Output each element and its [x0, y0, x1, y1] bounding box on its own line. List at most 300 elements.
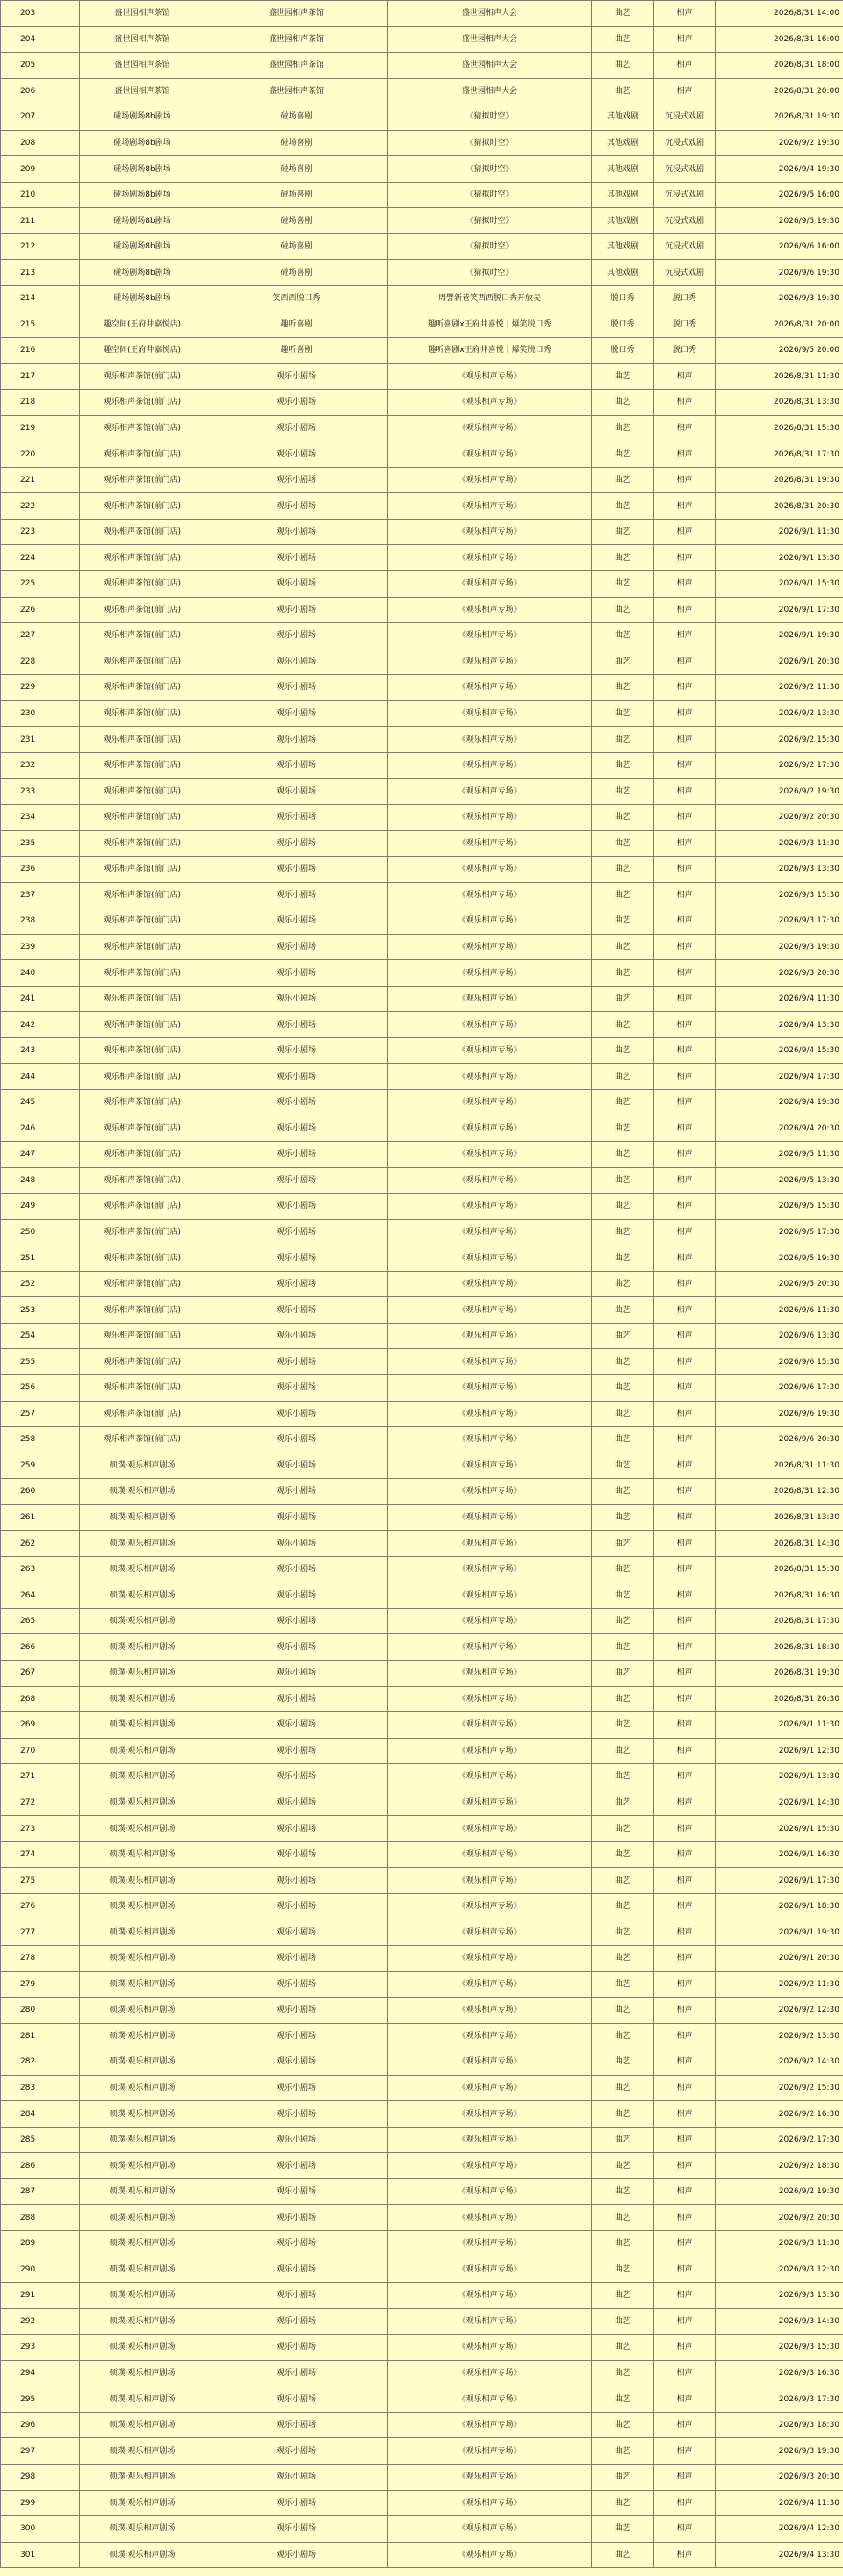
category-cell[interactable]: 曲艺	[592, 2360, 654, 2386]
category-cell[interactable]: 脱口秀	[592, 312, 654, 338]
venue-cell[interactable]: 硕璞·观乐相声剧场	[80, 1998, 205, 2024]
row-number-cell[interactable]: 234	[1, 804, 80, 830]
theater-cell[interactable]: 观乐小剧场	[205, 2049, 388, 2076]
venue-cell[interactable]: 碰场剧场8b剧场	[80, 260, 205, 286]
venue-cell[interactable]: 碰场剧场8b剧场	[80, 286, 205, 312]
venue-cell[interactable]: 硕璞·观乐相声剧场	[80, 2516, 205, 2543]
genre-cell[interactable]: 相声	[654, 857, 716, 883]
venue-cell[interactable]: 硕璞·观乐相声剧场	[80, 2412, 205, 2438]
datetime-cell[interactable]: 2026/9/3 19:30	[716, 2438, 843, 2465]
datetime-cell[interactable]: 2026/9/2 19:30	[716, 2178, 843, 2205]
show-title-cell[interactable]: 《观乐相声专场》	[388, 1453, 592, 1479]
row-number-cell[interactable]: 276	[1, 1893, 80, 1919]
category-cell[interactable]: 曲艺	[592, 493, 654, 520]
theater-cell[interactable]: 观乐小剧场	[205, 1142, 388, 1168]
venue-cell[interactable]: 盛世园相声茶馆	[80, 26, 205, 53]
category-cell[interactable]: 曲艺	[592, 1504, 654, 1531]
genre-cell[interactable]: 相声	[654, 1608, 716, 1634]
datetime-cell[interactable]: 2026/8/31 15:30	[716, 1556, 843, 1582]
datetime-cell[interactable]: 2026/8/31 18:30	[716, 1634, 843, 1661]
genre-cell[interactable]: 相声	[654, 1661, 716, 1687]
genre-cell[interactable]: 相声	[654, 1531, 716, 1557]
row-number-cell[interactable]: 271	[1, 1764, 80, 1790]
venue-cell[interactable]: 观乐相声茶馆(前门店)	[80, 597, 205, 623]
genre-cell[interactable]: 相声	[654, 1919, 716, 1946]
genre-cell[interactable]: 相声	[654, 1064, 716, 1090]
row-number-cell[interactable]: 280	[1, 1998, 80, 2024]
row-number-cell[interactable]: 205	[1, 53, 80, 79]
theater-cell[interactable]: 观乐小剧场	[205, 2178, 388, 2205]
theater-cell[interactable]: 观乐小剧场	[205, 1531, 388, 1557]
row-number-cell[interactable]: 261	[1, 1504, 80, 1531]
venue-cell[interactable]: 硕璞·观乐相声剧场	[80, 2464, 205, 2490]
genre-cell[interactable]: 相声	[654, 2490, 716, 2516]
datetime-cell[interactable]: 2026/9/2 13:30	[716, 700, 843, 727]
datetime-cell[interactable]: 2026/8/31 16:30	[716, 1582, 843, 1609]
venue-cell[interactable]: 硕璞·观乐相声剧场	[80, 1504, 205, 1531]
theater-cell[interactable]: 观乐小剧场	[205, 1297, 388, 1324]
datetime-cell[interactable]: 2026/9/2 18:30	[716, 2153, 843, 2179]
venue-cell[interactable]: 观乐相声茶馆(前门店)	[80, 675, 205, 701]
row-number-cell[interactable]: 207	[1, 104, 80, 131]
venue-cell[interactable]: 观乐相声茶馆(前门店)	[80, 934, 205, 960]
venue-cell[interactable]: 硕璞·观乐相声剧场	[80, 1816, 205, 1842]
genre-cell[interactable]: 相声	[654, 1634, 716, 1661]
genre-cell[interactable]: 相声	[654, 752, 716, 779]
show-title-cell[interactable]: 《观乐相声专场》	[388, 493, 592, 520]
venue-cell[interactable]: 观乐相声茶馆(前门店)	[80, 1064, 205, 1090]
show-title-cell[interactable]: 《观乐相声专场》	[388, 1790, 592, 1816]
show-title-cell[interactable]: 《观乐相声专场》	[388, 1946, 592, 1972]
venue-cell[interactable]: 硕璞·观乐相声剧场	[80, 1946, 205, 1972]
venue-cell[interactable]: 观乐相声茶馆(前门店)	[80, 1194, 205, 1220]
show-title-cell[interactable]: 《观乐相声专场》	[388, 1919, 592, 1946]
venue-cell[interactable]: 硕璞·观乐相声剧场	[80, 1686, 205, 1712]
genre-cell[interactable]: 相声	[654, 2542, 716, 2568]
theater-cell[interactable]: 观乐小剧场	[205, 1608, 388, 1634]
genre-cell[interactable]: 相声	[654, 675, 716, 701]
genre-cell[interactable]: 相声	[654, 2335, 716, 2361]
datetime-cell[interactable]: 2026/9/4 11:30	[716, 986, 843, 1012]
venue-cell[interactable]: 硕璞·观乐相声剧场	[80, 1971, 205, 1998]
genre-cell[interactable]: 相声	[654, 1401, 716, 1427]
datetime-cell[interactable]: 2026/9/3 20:30	[716, 2464, 843, 2490]
category-cell[interactable]: 脱口秀	[592, 286, 654, 312]
datetime-cell[interactable]: 2026/9/1 15:30	[716, 1816, 843, 1842]
venue-cell[interactable]: 观乐相声茶馆(前门店)	[80, 960, 205, 987]
venue-cell[interactable]: 观乐相声茶馆(前门店)	[80, 1271, 205, 1297]
datetime-cell[interactable]: 2026/9/2 15:30	[716, 2075, 843, 2101]
datetime-cell[interactable]: 2026/9/2 11:30	[716, 1971, 843, 1998]
row-number-cell[interactable]: 278	[1, 1946, 80, 1972]
category-cell[interactable]: 曲艺	[592, 1971, 654, 1998]
show-title-cell[interactable]: 《观乐相声专场》	[388, 2023, 592, 2049]
show-title-cell[interactable]: 《观乐相声专场》	[388, 2075, 592, 2101]
show-title-cell[interactable]: 《观乐相声专场》	[388, 1841, 592, 1868]
datetime-cell[interactable]: 2026/9/6 13:30	[716, 1323, 843, 1349]
genre-cell[interactable]: 相声	[654, 1998, 716, 2024]
genre-cell[interactable]: 相声	[654, 2178, 716, 2205]
venue-cell[interactable]: 硕璞·观乐相声剧场	[80, 1556, 205, 1582]
row-number-cell[interactable]: 211	[1, 208, 80, 234]
genre-cell[interactable]: 沉浸式戏剧	[654, 233, 716, 260]
show-title-cell[interactable]: 《观乐相声专场》	[388, 804, 592, 830]
genre-cell[interactable]: 相声	[654, 2283, 716, 2309]
row-number-cell[interactable]: 297	[1, 2438, 80, 2465]
theater-cell[interactable]: 碰场喜剧	[205, 208, 388, 234]
datetime-cell[interactable]: 2026/9/1 20:30	[716, 649, 843, 675]
datetime-cell[interactable]: 2026/8/31 19:30	[716, 1661, 843, 1687]
genre-cell[interactable]: 相声	[654, 960, 716, 987]
row-number-cell[interactable]: 230	[1, 700, 80, 727]
show-title-cell[interactable]: 《观乐相声专场》	[388, 1037, 592, 1064]
theater-cell[interactable]: 观乐小剧场	[205, 1582, 388, 1609]
genre-cell[interactable]: 沉浸式戏剧	[654, 208, 716, 234]
row-number-cell[interactable]: 219	[1, 415, 80, 441]
category-cell[interactable]: 曲艺	[592, 1194, 654, 1220]
category-cell[interactable]: 曲艺	[592, 415, 654, 441]
show-title-cell[interactable]: 周譬新巷笑西西脱口秀开放麦	[388, 286, 592, 312]
theater-cell[interactable]: 观乐小剧场	[205, 2308, 388, 2335]
theater-cell[interactable]: 观乐小剧场	[205, 908, 388, 935]
genre-cell[interactable]: 相声	[654, 1167, 716, 1194]
category-cell[interactable]: 曲艺	[592, 1946, 654, 1972]
show-title-cell[interactable]: 《观乐相声专场》	[388, 1064, 592, 1090]
show-title-cell[interactable]: 《观乐相声专场》	[388, 960, 592, 987]
row-number-cell[interactable]: 218	[1, 390, 80, 416]
genre-cell[interactable]: 相声	[654, 1946, 716, 1972]
theater-cell[interactable]: 观乐小剧场	[205, 1064, 388, 1090]
theater-cell[interactable]: 观乐小剧场	[205, 1893, 388, 1919]
show-title-cell[interactable]: 《观乐相声专场》	[388, 934, 592, 960]
venue-cell[interactable]: 硕璞·观乐相声剧场	[80, 2231, 205, 2257]
datetime-cell[interactable]: 2026/9/4 17:30	[716, 1064, 843, 1090]
venue-cell[interactable]: 碰场剧场8b剧场	[80, 104, 205, 131]
category-cell[interactable]: 曲艺	[592, 1634, 654, 1661]
row-number-cell[interactable]: 224	[1, 545, 80, 571]
genre-cell[interactable]: 相声	[654, 363, 716, 390]
theater-cell[interactable]: 观乐小剧场	[205, 960, 388, 987]
category-cell[interactable]: 曲艺	[592, 1661, 654, 1687]
show-title-cell[interactable]: 《观乐相声专场》	[388, 986, 592, 1012]
genre-cell[interactable]: 相声	[654, 2386, 716, 2413]
datetime-cell[interactable]: 2026/9/2 20:30	[716, 804, 843, 830]
category-cell[interactable]: 曲艺	[592, 1919, 654, 1946]
show-title-cell[interactable]: 《观乐相声专场》	[388, 1634, 592, 1661]
show-title-cell[interactable]: 《观乐相声专场》	[388, 779, 592, 805]
show-title-cell[interactable]: 《观乐相声专场》	[388, 830, 592, 857]
category-cell[interactable]: 曲艺	[592, 1374, 654, 1401]
category-cell[interactable]: 其他戏剧	[592, 182, 654, 208]
show-title-cell[interactable]: 《观乐相声专场》	[388, 1998, 592, 2024]
row-number-cell[interactable]: 266	[1, 1634, 80, 1661]
show-title-cell[interactable]: 《观乐相声专场》	[388, 1349, 592, 1375]
theater-cell[interactable]: 观乐小剧场	[205, 2516, 388, 2543]
show-title-cell[interactable]: 《猜拟时空》	[388, 156, 592, 183]
theater-cell[interactable]: 观乐小剧场	[205, 1946, 388, 1972]
category-cell[interactable]: 曲艺	[592, 1167, 654, 1194]
theater-cell[interactable]: 观乐小剧场	[205, 1167, 388, 1194]
category-cell[interactable]: 曲艺	[592, 727, 654, 753]
show-title-cell[interactable]: 《观乐相声专场》	[388, 2231, 592, 2257]
row-number-cell[interactable]: 249	[1, 1194, 80, 1220]
theater-cell[interactable]: 观乐小剧场	[205, 2231, 388, 2257]
show-title-cell[interactable]: 《观乐相声专场》	[388, 2308, 592, 2335]
theater-cell[interactable]: 碰场喜剧	[205, 182, 388, 208]
row-number-cell[interactable]: 274	[1, 1841, 80, 1868]
genre-cell[interactable]: 相声	[654, 493, 716, 520]
datetime-cell[interactable]: 2026/8/31 14:30	[716, 1531, 843, 1557]
datetime-cell[interactable]: 2026/9/1 18:30	[716, 1893, 843, 1919]
category-cell[interactable]: 曲艺	[592, 1868, 654, 1894]
theater-cell[interactable]: 观乐小剧场	[205, 700, 388, 727]
genre-cell[interactable]: 相声	[654, 1556, 716, 1582]
category-cell[interactable]: 曲艺	[592, 986, 654, 1012]
venue-cell[interactable]: 观乐相声茶馆(前门店)	[80, 1427, 205, 1453]
datetime-cell[interactable]: 2026/9/6 11:30	[716, 1297, 843, 1324]
datetime-cell[interactable]: 2026/8/31 18:00	[716, 53, 843, 79]
show-title-cell[interactable]: 《观乐相声专场》	[388, 545, 592, 571]
datetime-cell[interactable]: 2026/9/3 16:30	[716, 2360, 843, 2386]
theater-cell[interactable]: 观乐小剧场	[205, 2490, 388, 2516]
theater-cell[interactable]: 观乐小剧场	[205, 1998, 388, 2024]
theater-cell[interactable]: 观乐小剧场	[205, 2386, 388, 2413]
category-cell[interactable]: 曲艺	[592, 1582, 654, 1609]
category-cell[interactable]: 曲艺	[592, 1297, 654, 1324]
category-cell[interactable]: 曲艺	[592, 2023, 654, 2049]
row-number-cell[interactable]: 294	[1, 2360, 80, 2386]
show-title-cell[interactable]: 《观乐相声专场》	[388, 1297, 592, 1324]
show-title-cell[interactable]: 《观乐相声专场》	[388, 390, 592, 416]
category-cell[interactable]: 曲艺	[592, 1142, 654, 1168]
row-number-cell[interactable]: 281	[1, 2023, 80, 2049]
genre-cell[interactable]: 相声	[654, 649, 716, 675]
genre-cell[interactable]: 相声	[654, 804, 716, 830]
show-title-cell[interactable]: 《观乐相声专场》	[388, 363, 592, 390]
datetime-cell[interactable]: 2026/9/3 13:30	[716, 2283, 843, 2309]
row-number-cell[interactable]: 209	[1, 156, 80, 183]
genre-cell[interactable]: 相声	[654, 1245, 716, 1272]
row-number-cell[interactable]: 252	[1, 1271, 80, 1297]
show-title-cell[interactable]: 《观乐相声专场》	[388, 1868, 592, 1894]
genre-cell[interactable]: 相声	[654, 2205, 716, 2231]
genre-cell[interactable]: 相声	[654, 1012, 716, 1038]
datetime-cell[interactable]: 2026/9/1 17:30	[716, 1868, 843, 1894]
datetime-cell[interactable]: 2026/8/31 20:00	[716, 78, 843, 104]
genre-cell[interactable]: 相声	[654, 908, 716, 935]
datetime-cell[interactable]: 2026/9/1 11:30	[716, 1712, 843, 1739]
venue-cell[interactable]: 碰场剧场8b剧场	[80, 130, 205, 156]
venue-cell[interactable]: 观乐相声茶馆(前门店)	[80, 986, 205, 1012]
genre-cell[interactable]: 相声	[654, 2360, 716, 2386]
datetime-cell[interactable]: 2026/9/1 11:30	[716, 519, 843, 545]
show-title-cell[interactable]: 《观乐相声专场》	[388, 1219, 592, 1245]
theater-cell[interactable]: 观乐小剧场	[205, 1401, 388, 1427]
datetime-cell[interactable]: 2026/9/2 19:30	[716, 130, 843, 156]
row-number-cell[interactable]: 285	[1, 2127, 80, 2153]
genre-cell[interactable]: 沉浸式戏剧	[654, 182, 716, 208]
venue-cell[interactable]: 观乐相声茶馆(前门店)	[80, 1245, 205, 1272]
show-title-cell[interactable]: 《观乐相声专场》	[388, 1271, 592, 1297]
datetime-cell[interactable]: 2026/8/31 15:30	[716, 415, 843, 441]
row-number-cell[interactable]: 265	[1, 1608, 80, 1634]
genre-cell[interactable]: 相声	[654, 2231, 716, 2257]
genre-cell[interactable]: 相声	[654, 415, 716, 441]
genre-cell[interactable]: 相声	[654, 1349, 716, 1375]
venue-cell[interactable]: 观乐相声茶馆(前门店)	[80, 727, 205, 753]
show-title-cell[interactable]: 《观乐相声专场》	[388, 752, 592, 779]
datetime-cell[interactable]: 2026/9/2 19:30	[716, 779, 843, 805]
category-cell[interactable]: 曲艺	[592, 779, 654, 805]
venue-cell[interactable]: 观乐相声茶馆(前门店)	[80, 1374, 205, 1401]
genre-cell[interactable]: 相声	[654, 2438, 716, 2465]
show-title-cell[interactable]: 盛世园相声大会	[388, 53, 592, 79]
theater-cell[interactable]: 盛世园相声茶馆	[205, 1, 388, 27]
theater-cell[interactable]: 观乐小剧场	[205, 2464, 388, 2490]
category-cell[interactable]: 曲艺	[592, 649, 654, 675]
theater-cell[interactable]: 观乐小剧场	[205, 1374, 388, 1401]
theater-cell[interactable]: 观乐小剧场	[205, 467, 388, 493]
venue-cell[interactable]: 硕璞·观乐相声剧场	[80, 1764, 205, 1790]
datetime-cell[interactable]: 2026/8/31 14:00	[716, 1, 843, 27]
category-cell[interactable]: 曲艺	[592, 1219, 654, 1245]
datetime-cell[interactable]: 2026/9/4 19:30	[716, 1089, 843, 1116]
theater-cell[interactable]: 观乐小剧场	[205, 752, 388, 779]
show-title-cell[interactable]: 《观乐相声专场》	[388, 2335, 592, 2361]
datetime-cell[interactable]: 2026/9/3 19:30	[716, 934, 843, 960]
category-cell[interactable]: 曲艺	[592, 1349, 654, 1375]
theater-cell[interactable]: 观乐小剧场	[205, 1556, 388, 1582]
show-title-cell[interactable]: 《观乐相声专场》	[388, 415, 592, 441]
show-title-cell[interactable]: 《观乐相声专场》	[388, 727, 592, 753]
venue-cell[interactable]: 碰场剧场8b剧场	[80, 156, 205, 183]
venue-cell[interactable]: 硕璞·观乐相声剧场	[80, 2335, 205, 2361]
genre-cell[interactable]: 相声	[654, 1712, 716, 1739]
row-number-cell[interactable]: 222	[1, 493, 80, 520]
theater-cell[interactable]: 观乐小剧场	[205, 1712, 388, 1739]
category-cell[interactable]: 曲艺	[592, 2516, 654, 2543]
show-title-cell[interactable]: 《猜拟时空》	[388, 182, 592, 208]
genre-cell[interactable]: 相声	[654, 1427, 716, 1453]
datetime-cell[interactable]: 2026/8/31 19:30	[716, 467, 843, 493]
genre-cell[interactable]: 相声	[654, 1037, 716, 1064]
datetime-cell[interactable]: 2026/9/1 20:30	[716, 1946, 843, 1972]
category-cell[interactable]: 曲艺	[592, 2438, 654, 2465]
category-cell[interactable]: 曲艺	[592, 2127, 654, 2153]
row-number-cell[interactable]: 279	[1, 1971, 80, 1998]
show-title-cell[interactable]: 《观乐相声专场》	[388, 623, 592, 649]
venue-cell[interactable]: 观乐相声茶馆(前门店)	[80, 700, 205, 727]
venue-cell[interactable]: 硕璞·观乐相声剧场	[80, 2178, 205, 2205]
genre-cell[interactable]: 相声	[654, 1271, 716, 1297]
datetime-cell[interactable]: 2026/9/1 17:30	[716, 597, 843, 623]
genre-cell[interactable]: 沉浸式戏剧	[654, 260, 716, 286]
theater-cell[interactable]: 观乐小剧场	[205, 441, 388, 468]
genre-cell[interactable]: 沉浸式戏剧	[654, 130, 716, 156]
datetime-cell[interactable]: 2026/9/3 11:30	[716, 830, 843, 857]
row-number-cell[interactable]: 291	[1, 2283, 80, 2309]
theater-cell[interactable]: 盛世园相声茶馆	[205, 53, 388, 79]
theater-cell[interactable]: 观乐小剧场	[205, 1868, 388, 1894]
genre-cell[interactable]: 相声	[654, 1971, 716, 1998]
venue-cell[interactable]: 观乐相声茶馆(前门店)	[80, 804, 205, 830]
datetime-cell[interactable]: 2026/8/31 11:30	[716, 363, 843, 390]
theater-cell[interactable]: 观乐小剧场	[205, 857, 388, 883]
venue-cell[interactable]: 硕璞·观乐相声剧场	[80, 2386, 205, 2413]
datetime-cell[interactable]: 2026/9/3 15:30	[716, 2335, 843, 2361]
row-number-cell[interactable]: 214	[1, 286, 80, 312]
theater-cell[interactable]: 观乐小剧场	[205, 1037, 388, 1064]
venue-cell[interactable]: 硕璞·观乐相声剧场	[80, 1582, 205, 1609]
show-title-cell[interactable]: 《观乐相声专场》	[388, 1374, 592, 1401]
show-title-cell[interactable]: 《观乐相声专场》	[388, 1089, 592, 1116]
category-cell[interactable]: 曲艺	[592, 908, 654, 935]
genre-cell[interactable]: 相声	[654, 623, 716, 649]
theater-cell[interactable]: 观乐小剧场	[205, 2542, 388, 2568]
category-cell[interactable]: 曲艺	[592, 1816, 654, 1842]
theater-cell[interactable]: 观乐小剧场	[205, 1738, 388, 1764]
theater-cell[interactable]: 观乐小剧场	[205, 1661, 388, 1687]
show-title-cell[interactable]: 《观乐相声专场》	[388, 1012, 592, 1038]
show-title-cell[interactable]: 《观乐相声专场》	[388, 2049, 592, 2076]
venue-cell[interactable]: 趣空间(王府井嘉悦店)	[80, 312, 205, 338]
venue-cell[interactable]: 观乐相声茶馆(前门店)	[80, 882, 205, 908]
theater-cell[interactable]: 观乐小剧场	[205, 2283, 388, 2309]
datetime-cell[interactable]: 2026/8/31 11:30	[716, 1453, 843, 1479]
theater-cell[interactable]: 观乐小剧场	[205, 415, 388, 441]
genre-cell[interactable]: 相声	[654, 441, 716, 468]
category-cell[interactable]: 曲艺	[592, 700, 654, 727]
theater-cell[interactable]: 观乐小剧场	[205, 1245, 388, 1272]
show-title-cell[interactable]: 《观乐相声专场》	[388, 1893, 592, 1919]
row-number-cell[interactable]: 264	[1, 1582, 80, 1609]
datetime-cell[interactable]: 2026/9/1 19:30	[716, 1919, 843, 1946]
genre-cell[interactable]: 相声	[654, 1738, 716, 1764]
datetime-cell[interactable]: 2026/8/31 17:30	[716, 1608, 843, 1634]
theater-cell[interactable]: 观乐小剧场	[205, 623, 388, 649]
genre-cell[interactable]: 相声	[654, 1764, 716, 1790]
show-title-cell[interactable]: 《观乐相声专场》	[388, 1971, 592, 1998]
category-cell[interactable]: 曲艺	[592, 1064, 654, 1090]
datetime-cell[interactable]: 2026/9/3 18:30	[716, 2412, 843, 2438]
datetime-cell[interactable]: 2026/9/3 20:30	[716, 960, 843, 987]
category-cell[interactable]: 曲艺	[592, 1037, 654, 1064]
show-title-cell[interactable]: 《观乐相声专场》	[388, 1427, 592, 1453]
venue-cell[interactable]: 观乐相声茶馆(前门店)	[80, 857, 205, 883]
category-cell[interactable]: 曲艺	[592, 519, 654, 545]
category-cell[interactable]: 曲艺	[592, 1245, 654, 1272]
row-number-cell[interactable]: 223	[1, 519, 80, 545]
genre-cell[interactable]: 相声	[654, 53, 716, 79]
datetime-cell[interactable]: 2026/8/31 13:30	[716, 1504, 843, 1531]
show-title-cell[interactable]: 《观乐相声专场》	[388, 2490, 592, 2516]
venue-cell[interactable]: 盛世园相声茶馆	[80, 1, 205, 27]
theater-cell[interactable]: 趣听喜剧	[205, 312, 388, 338]
row-number-cell[interactable]: 245	[1, 1089, 80, 1116]
category-cell[interactable]: 曲艺	[592, 571, 654, 598]
row-number-cell[interactable]: 292	[1, 2308, 80, 2335]
venue-cell[interactable]: 硕璞·观乐相声剧场	[80, 2049, 205, 2076]
theater-cell[interactable]: 观乐小剧场	[205, 2335, 388, 2361]
show-title-cell[interactable]: 《观乐相声专场》	[388, 2127, 592, 2153]
show-title-cell[interactable]: 《观乐相声专场》	[388, 1194, 592, 1220]
genre-cell[interactable]: 相声	[654, 597, 716, 623]
show-title-cell[interactable]: 趣听喜剧x王府井喜悦丨爆笑脱口秀	[388, 338, 592, 364]
row-number-cell[interactable]: 299	[1, 2490, 80, 2516]
genre-cell[interactable]: 相声	[654, 2257, 716, 2283]
venue-cell[interactable]: 观乐相声茶馆(前门店)	[80, 1167, 205, 1194]
show-title-cell[interactable]: 《观乐相声专场》	[388, 2386, 592, 2413]
